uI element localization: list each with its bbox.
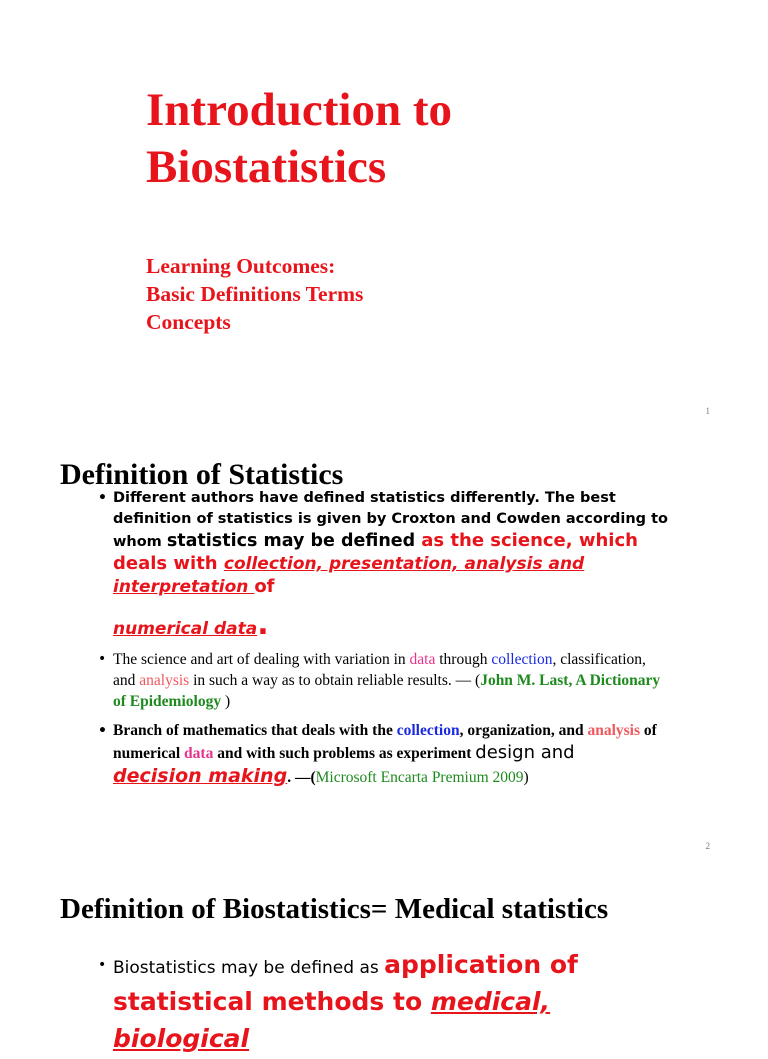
slide-title bbox=[146, 82, 452, 196]
outcomes-line-2: Basic Definitions Terms bbox=[146, 282, 364, 306]
title-line-2: Biostatistics bbox=[146, 141, 387, 193]
bullet-croxton-cowden: • Different authors have defined statistics differently. The best definition of statistics is given by Croxton and Cowden according to whom statistics may be defined as the science, which deals with collection, presentation, analysis and interpretation of numerical data. bbox=[98, 488, 668, 641]
slide-2 bbox=[0, 432, 768, 864]
bullet-list bbox=[98, 948, 668, 1059]
bullet-last-dictionary: • The science and art of dealing with variation in data through collection, classification, and analysis in such a way as to obtain reliable results. — (John M. Last, A Dictionary of Epidemiology ) bbox=[98, 649, 668, 712]
bullet-biostatistics-definition: • Biostatistics may be defined as application of statistical methods to medical, biological bbox=[98, 948, 668, 1059]
title-line-1: Introduction to bbox=[146, 84, 452, 136]
bullet-encarta: • Branch of mathematics that deals with the collection, organization, and analysis of numerical data and with such problems as experiment design and decision making. —(Microsoft Encarta Premium 2009) bbox=[98, 720, 668, 789]
learning-outcomes bbox=[146, 252, 363, 336]
page-number: 1 bbox=[705, 406, 710, 416]
slide-heading: Definition of Statistics bbox=[60, 458, 344, 491]
bullet-list bbox=[98, 488, 668, 789]
slide-3 bbox=[0, 864, 768, 1053]
outcomes-line-3: Concepts bbox=[146, 310, 231, 334]
page-number: 2 bbox=[705, 841, 710, 851]
outcomes-line-1: Learning Outcomes: bbox=[146, 254, 336, 278]
slide-heading: Definition of Biostatistics= Medical statistics bbox=[60, 893, 609, 925]
slide-1 bbox=[0, 0, 768, 432]
